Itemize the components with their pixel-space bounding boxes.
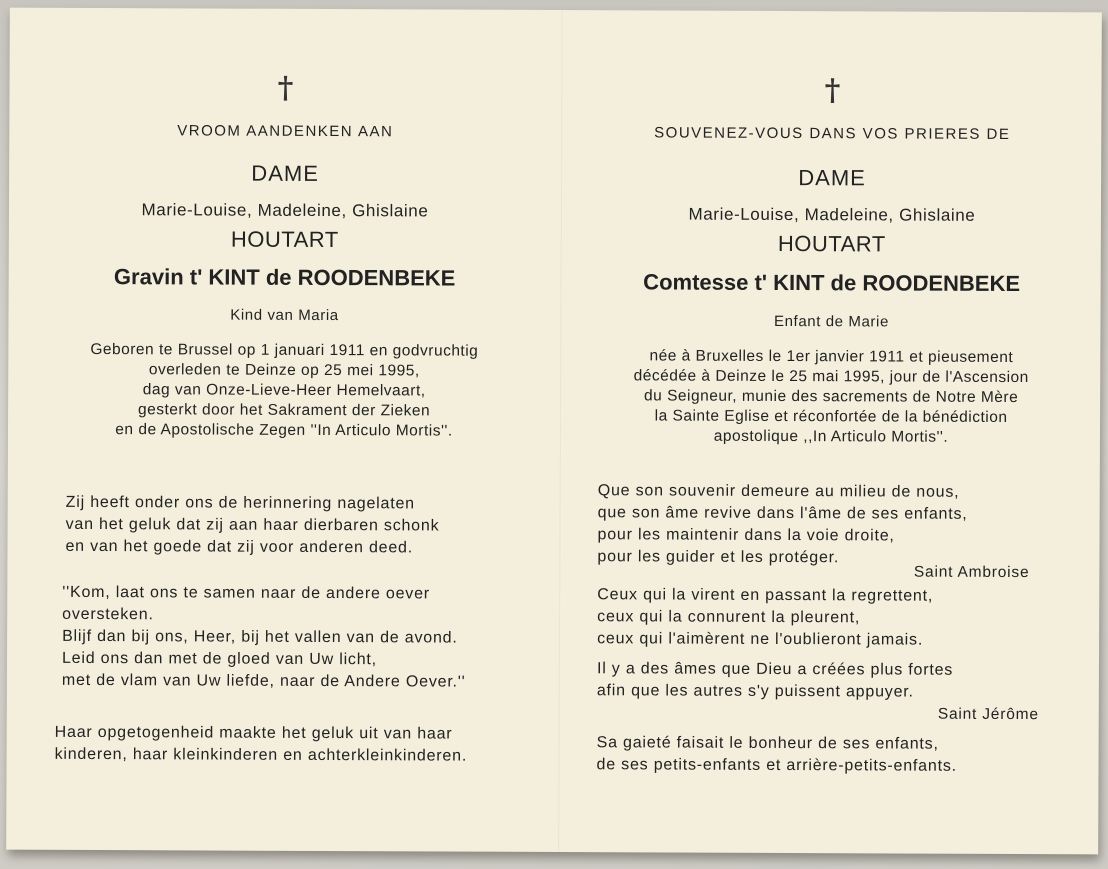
- given-names: Marie-Louise, Madeleine, Ghislaine: [141, 200, 429, 221]
- text-line: Leid ons dan met de gloed van Uw licht,: [61, 649, 377, 669]
- text-line: Ceux qui la virent en passant la regrettent,: [597, 586, 934, 605]
- paragraph-1: [597, 480, 967, 570]
- biography: [562, 346, 1100, 448]
- surname: HOUTART: [777, 230, 886, 257]
- bio-line: née à Bruxelles le 1er janvier 1911 et pieusement: [649, 347, 1014, 367]
- paragraph-2: [597, 584, 933, 651]
- attribution-saint-jerome: Saint Jérôme: [937, 705, 1039, 724]
- bio-line: overleden te Deinze op 25 mei 1995,: [148, 361, 420, 380]
- given-names: Marie-Louise, Madeleine, Ghislaine: [688, 204, 976, 225]
- bio-line: en de Apostolische Zegen ''In Articulo Mortis''.: [115, 421, 453, 440]
- dame-label: DAME: [251, 160, 319, 186]
- text-line: ''Kom, laat ons te samen naar de andere oever: [62, 583, 430, 603]
- cross-icon: †: [824, 73, 841, 109]
- text-line: van het geluk dat zij aan haar dierbaren schonk: [65, 515, 440, 535]
- heading: SOUVENEZ-VOUS DANS VOS PRIERES DE: [654, 124, 1011, 143]
- bio-line: apostolique ,,In Articulo Mortis''.: [713, 427, 949, 446]
- text-line: Zij heeft onder ons de herinnering nagelaten: [65, 493, 415, 513]
- text-line: pour les maintenir dans la voie droite,: [597, 526, 895, 545]
- text-line: Que son souvenir demeure au milieu de nous,: [597, 482, 960, 501]
- text-line: en van het goede dat zij voor anderen deed.: [65, 537, 414, 557]
- text-line: afin que les autres s'y puissent appuyer.: [596, 682, 914, 701]
- cross-icon: †: [277, 70, 294, 106]
- bio-line: la Sainte Eglise et réconfortée de la bénédiction: [654, 407, 1008, 426]
- surname: HOUTART: [230, 226, 339, 253]
- paragraph-2: [62, 582, 466, 694]
- subtitle: Enfant de Marie: [773, 312, 889, 331]
- text-line: de ses petits-enfants et arrière-petits-enfants.: [596, 756, 957, 775]
- memorial-card: [6, 8, 1102, 855]
- text-line: ceux qui la connurent la pleurent,: [597, 608, 861, 627]
- text-line: met de vlam van Uw liefde, naar de Andere Oever.'': [61, 671, 466, 691]
- noble-title: Comtesse t' KINT de ROODENBEKE: [643, 269, 1021, 297]
- text-line: pour les guider et les protéger.: [597, 548, 840, 567]
- heading: VROOM AANDENKEN AAN: [177, 122, 394, 141]
- noble-title: Gravin t' KINT de ROODENBEKE: [113, 264, 456, 291]
- text-line: Blijf dan bij ons, Heer, bij het vallen van de avond.: [62, 627, 458, 647]
- paragraph-4: [596, 732, 957, 778]
- bio-line: gesterkt door het Sakrament der Zieken: [137, 401, 431, 420]
- left-panel: [6, 8, 562, 852]
- paragraph-1: [65, 492, 439, 560]
- text-line: que son âme revive dans l'âme de ses enfants,: [597, 504, 968, 523]
- paragraph-3: [597, 658, 953, 704]
- text-line: kinderen, haar kleinkinderen en achterkleinkinderen.: [54, 745, 468, 765]
- bio-line: décédée à Deinze le 25 mai 1995, jour de l'Ascension: [633, 367, 1029, 387]
- bio-line: Geboren te Brussel op 1 januari 1911 en godvruchtig: [90, 340, 479, 360]
- text-line: Il y a des âmes que Dieu a créées plus fortes: [596, 660, 954, 679]
- biography: [8, 340, 560, 442]
- attribution-saint-ambroise: Saint Ambroise: [913, 563, 1030, 582]
- bio-line: du Seigneur, munie des sacrements de Notre Mère: [644, 387, 1019, 407]
- paragraph-3: [55, 722, 468, 768]
- text-line: oversteken.: [62, 605, 154, 624]
- text-line: ceux qui l'aimèrent ne l'oublieront jamais.: [597, 630, 924, 649]
- text-line: Sa gaieté faisait le bonheur de ses enfants,: [596, 734, 939, 753]
- text-line: Haar opgetogenheid maakte het geluk uit van haar: [54, 723, 453, 743]
- bio-line: dag van Onze-Lieve-Heer Hemelvaart,: [142, 381, 426, 400]
- right-panel: [560, 10, 1102, 854]
- subtitle: Kind van Maria: [230, 306, 339, 325]
- dame-label: DAME: [798, 165, 866, 191]
